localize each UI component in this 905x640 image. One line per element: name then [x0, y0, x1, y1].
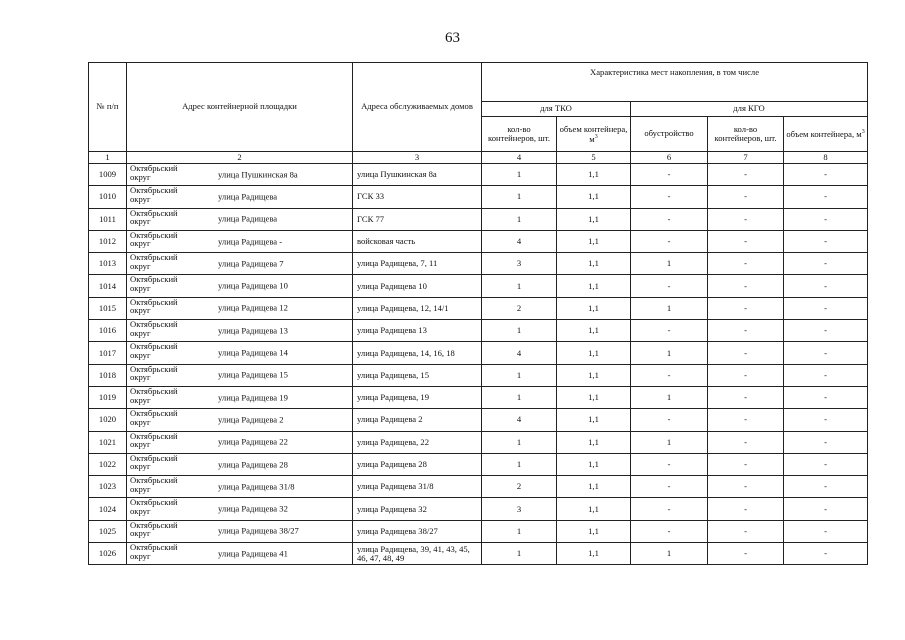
- cell-number: 1009: [89, 164, 127, 186]
- cell-district: Октябрьский округ: [130, 386, 178, 405]
- cell-tko-volume: 1,1: [557, 230, 631, 252]
- cell-kgo-volume: -: [784, 208, 868, 230]
- column-number: 4: [482, 152, 557, 164]
- cell-number: 1023: [89, 476, 127, 498]
- cell-number: 1017: [89, 342, 127, 364]
- cell-number: 1025: [89, 520, 127, 542]
- cell-tko-count: 1: [482, 431, 557, 453]
- cell-district: Октябрьский округ: [130, 274, 178, 294]
- cell-number: 1026: [89, 543, 127, 565]
- header-col-site: Адрес контейнерной площадки: [127, 63, 353, 152]
- table-row: [89, 498, 868, 520]
- cell-served-houses: улица Радищева 2: [353, 409, 482, 431]
- cell-served-houses: улица Радищева 10: [353, 275, 482, 297]
- cell-district: Октябрьский округ: [130, 319, 178, 338]
- cell-kgo-volume: -: [784, 320, 868, 342]
- cell-site-address: [127, 386, 353, 408]
- header-kgo-volume-text: объем контейнера, м: [786, 128, 862, 139]
- cell-number: 1022: [89, 453, 127, 475]
- table-row: [89, 543, 868, 565]
- table-row: [89, 230, 868, 252]
- cell-district: Октябрьский округ: [130, 185, 178, 204]
- cell-kgo-count: -: [708, 386, 784, 408]
- table-row: [89, 431, 868, 453]
- table-row: [89, 386, 868, 408]
- cell-street: улица Радищева 13: [218, 325, 288, 336]
- cell-site-address: [127, 320, 353, 342]
- cell-served-houses: улица Радищева, 7, 11: [353, 253, 482, 275]
- table-row: [89, 364, 868, 386]
- cell-served-houses: улица Радищева 32: [353, 498, 482, 520]
- cell-site-address: [127, 297, 353, 319]
- cell-tko-volume: 1,1: [557, 342, 631, 364]
- cell-tko-count: 1: [482, 543, 557, 565]
- cell-district: Октябрьский округ: [130, 208, 178, 227]
- cell-street: улица Радищева 14: [218, 347, 288, 358]
- table-row: [89, 476, 868, 498]
- cell-tko-count: 1: [482, 453, 557, 475]
- cell-number: 1015: [89, 297, 127, 319]
- cell-served-houses: улица Радищева 28: [353, 453, 482, 475]
- cell-district: Октябрьский округ: [130, 297, 178, 316]
- cell-site-address: [127, 453, 353, 475]
- cell-arrangement: -: [631, 476, 708, 498]
- table-row: [89, 186, 868, 208]
- cell-site-address: [127, 342, 353, 364]
- cell-kgo-count: -: [708, 520, 784, 542]
- cell-arrangement: -: [631, 164, 708, 186]
- cell-number: 1014: [89, 275, 127, 297]
- cell-arrangement: -: [631, 498, 708, 520]
- cell-tko-count: 1: [482, 208, 557, 230]
- cell-number: 1011: [89, 208, 127, 230]
- cell-tko-volume: 1,1: [557, 164, 631, 186]
- cell-kgo-volume: -: [784, 253, 868, 275]
- table-row: [89, 297, 868, 319]
- cell-street: улица Радищева: [218, 213, 278, 224]
- cell-arrangement: 1: [631, 297, 708, 319]
- cell-kgo-count: -: [708, 476, 784, 498]
- cell-district: Октябрьский округ: [130, 252, 178, 271]
- cell-number: 1019: [89, 386, 127, 408]
- cell-site-address: [127, 498, 353, 520]
- header-col-num: № п/п: [89, 63, 127, 152]
- cell-tko-count: 1: [482, 320, 557, 342]
- cell-served-houses: улица Пушкинская 8а: [353, 164, 482, 186]
- cell-kgo-volume: -: [784, 275, 868, 297]
- cell-served-houses: улица Радищева 13: [353, 320, 482, 342]
- cell-tko-count: 1: [482, 164, 557, 186]
- cell-tko-count: 4: [482, 230, 557, 252]
- table-row: [89, 520, 868, 542]
- cell-kgo-count: -: [708, 275, 784, 297]
- cell-kgo-volume: -: [784, 453, 868, 475]
- cell-tko-volume: 1,1: [557, 431, 631, 453]
- cell-street: улица Радищева 38/27: [218, 525, 299, 536]
- table-row: [89, 208, 868, 230]
- column-number: 6: [631, 152, 708, 164]
- header-kgo-volume: [784, 117, 868, 152]
- cell-served-houses: улица Радищева 31/8: [353, 476, 482, 498]
- cell-served-houses: улица Радищева, 19: [353, 386, 482, 408]
- cell-tko-count: 3: [482, 253, 557, 275]
- cell-kgo-volume: -: [784, 520, 868, 542]
- cell-number: 1016: [89, 320, 127, 342]
- cell-district: Октябрьский округ: [130, 520, 178, 539]
- cell-kgo-count: -: [708, 186, 784, 208]
- cell-street: улица Радищева 31/8: [218, 481, 295, 492]
- table-body: [89, 164, 868, 565]
- cell-served-houses: улица Радищева, 15: [353, 364, 482, 386]
- cell-street: улица Радищева 19: [218, 392, 288, 403]
- header-group-kgo: для КГО: [631, 102, 868, 117]
- cell-served-houses: улица Радищева, 22: [353, 431, 482, 453]
- cell-arrangement: 1: [631, 253, 708, 275]
- cell-site-address: [127, 230, 353, 252]
- cell-number: 1018: [89, 364, 127, 386]
- page-number: 63: [445, 30, 460, 46]
- cell-kgo-volume: -: [784, 543, 868, 565]
- cell-tko-volume: 1,1: [557, 208, 631, 230]
- cell-number: 1012: [89, 230, 127, 252]
- cell-tko-count: 3: [482, 498, 557, 520]
- cell-kgo-count: -: [708, 431, 784, 453]
- column-number: 1: [89, 152, 127, 164]
- cell-served-houses: войсковая часть: [353, 230, 482, 252]
- cell-arrangement: 1: [631, 386, 708, 408]
- header-tko-volume-text: объем контейнера, м: [559, 123, 628, 144]
- cell-street: улица Радищева 15: [218, 369, 288, 380]
- cell-street: улица Радищева 22: [218, 436, 288, 447]
- cell-number: 1010: [89, 186, 127, 208]
- cell-tko-count: 1: [482, 386, 557, 408]
- header-characteristics: Характеристика мест накопления, в том числе: [482, 63, 868, 102]
- cell-kgo-volume: -: [784, 386, 868, 408]
- cell-site-address: [127, 186, 353, 208]
- cell-district: Октябрьский округ: [130, 341, 178, 360]
- cell-tko-volume: 1,1: [557, 320, 631, 342]
- cell-arrangement: 1: [631, 431, 708, 453]
- cell-tko-count: 4: [482, 342, 557, 364]
- cell-tko-count: 1: [482, 275, 557, 297]
- cell-number: 1020: [89, 409, 127, 431]
- cell-kgo-volume: -: [784, 230, 868, 252]
- header-column-numbers: [89, 152, 868, 164]
- table-row: [89, 320, 868, 342]
- header-tko-volume: [557, 117, 631, 152]
- cell-street: улица Радищева 2: [218, 414, 284, 425]
- header-arrangement: обустройство: [631, 117, 708, 152]
- container-sites-table: [88, 62, 868, 565]
- cell-served-houses: улица Радищева, 39, 41, 43, 45, 46, 47, 48, 49: [353, 543, 482, 565]
- cell-kgo-volume: -: [784, 476, 868, 498]
- cell-district: Октябрьский округ: [130, 230, 178, 249]
- cell-tko-volume: 1,1: [557, 453, 631, 475]
- cell-tko-volume: 1,1: [557, 476, 631, 498]
- cell-street: улица Радищева: [218, 191, 278, 202]
- cell-tko-count: 2: [482, 297, 557, 319]
- cell-street: улица Радищева 10: [218, 280, 288, 291]
- cell-kgo-count: -: [708, 253, 784, 275]
- cell-district: Октябрьский округ: [130, 163, 178, 182]
- cell-street: улица Пушкинская 8а: [218, 169, 298, 180]
- cell-street: улица Радищева 28: [218, 458, 288, 469]
- cell-tko-volume: 1,1: [557, 543, 631, 565]
- cell-site-address: [127, 164, 353, 186]
- cell-site-address: [127, 364, 353, 386]
- cell-arrangement: -: [631, 320, 708, 342]
- cell-served-houses: улица Радищева, 14, 16, 18: [353, 342, 482, 364]
- cell-kgo-count: -: [708, 230, 784, 252]
- cell-tko-count: 1: [482, 520, 557, 542]
- cell-kgo-count: -: [708, 320, 784, 342]
- cell-tko-count: 2: [482, 476, 557, 498]
- cell-tko-volume: 1,1: [557, 498, 631, 520]
- cell-kgo-count: -: [708, 498, 784, 520]
- cell-kgo-volume: -: [784, 186, 868, 208]
- table-row: [89, 453, 868, 475]
- cell-site-address: [127, 275, 353, 297]
- cell-kgo-volume: -: [784, 364, 868, 386]
- table-row: [89, 275, 868, 297]
- cell-site-address: [127, 431, 353, 453]
- table-row: [89, 342, 868, 364]
- header-kgo-volume-sup: 3: [861, 129, 865, 136]
- cell-arrangement: 1: [631, 543, 708, 565]
- cell-tko-count: 1: [482, 364, 557, 386]
- cell-number: 1021: [89, 431, 127, 453]
- cell-kgo-volume: -: [784, 409, 868, 431]
- cell-arrangement: -: [631, 275, 708, 297]
- cell-tko-count: 4: [482, 409, 557, 431]
- cell-street: улица Радищева 7: [218, 258, 284, 269]
- header-group-tko: для ТКО: [482, 102, 631, 117]
- cell-site-address: [127, 409, 353, 431]
- cell-arrangement: 1: [631, 342, 708, 364]
- column-number: 7: [708, 152, 784, 164]
- table-header: [89, 63, 868, 164]
- cell-district: Октябрьский округ: [130, 431, 178, 450]
- column-number: 3: [353, 152, 482, 164]
- cell-served-houses: улица Радищева 38/27: [353, 520, 482, 542]
- cell-street: улица Радищева 32: [218, 503, 288, 514]
- cell-arrangement: -: [631, 186, 708, 208]
- cell-arrangement: -: [631, 409, 708, 431]
- cell-district: Октябрьский округ: [130, 364, 178, 383]
- cell-street: улица Радищева 41: [218, 548, 288, 559]
- cell-site-address: [127, 253, 353, 275]
- column-number: 8: [784, 152, 868, 164]
- cell-kgo-count: -: [708, 543, 784, 565]
- cell-site-address: [127, 476, 353, 498]
- cell-arrangement: -: [631, 230, 708, 252]
- cell-district: Октябрьский округ: [130, 408, 178, 427]
- cell-kgo-count: -: [708, 297, 784, 319]
- cell-tko-volume: 1,1: [557, 409, 631, 431]
- column-number: 2: [127, 152, 353, 164]
- cell-street: улица Радищева 12: [218, 302, 288, 313]
- cell-kgo-count: -: [708, 208, 784, 230]
- cell-tko-volume: 1,1: [557, 253, 631, 275]
- cell-number: 1013: [89, 253, 127, 275]
- cell-arrangement: -: [631, 520, 708, 542]
- cell-site-address: [127, 543, 353, 565]
- header-col-served: Адреса обслуживаемых домов: [353, 63, 482, 152]
- column-number: 5: [557, 152, 631, 164]
- cell-tko-volume: 1,1: [557, 520, 631, 542]
- cell-served-houses: ГСК 33: [353, 186, 482, 208]
- table-row: [89, 409, 868, 431]
- cell-kgo-volume: -: [784, 342, 868, 364]
- header-kgo-count: кол-во контейнеров, шт.: [708, 117, 784, 152]
- cell-district: Октябрьский округ: [130, 497, 178, 517]
- cell-kgo-count: -: [708, 453, 784, 475]
- cell-kgo-count: -: [708, 409, 784, 431]
- cell-arrangement: -: [631, 364, 708, 386]
- cell-tko-volume: 1,1: [557, 297, 631, 319]
- cell-district: Октябрьский округ: [130, 542, 178, 561]
- cell-kgo-count: -: [708, 164, 784, 186]
- header-tko-volume-sup: 3: [594, 133, 598, 140]
- cell-site-address: [127, 520, 353, 542]
- cell-tko-volume: 1,1: [557, 364, 631, 386]
- table-row: [89, 253, 868, 275]
- cell-kgo-count: -: [708, 364, 784, 386]
- cell-kgo-volume: -: [784, 431, 868, 453]
- cell-tko-volume: 1,1: [557, 386, 631, 408]
- cell-street: улица Радищева -: [218, 236, 283, 247]
- cell-kgo-count: -: [708, 342, 784, 364]
- cell-arrangement: -: [631, 453, 708, 475]
- cell-site-address: [127, 208, 353, 230]
- cell-kgo-volume: -: [784, 164, 868, 186]
- cell-served-houses: улица Радищева, 12, 14/1: [353, 297, 482, 319]
- cell-tko-volume: 1,1: [557, 186, 631, 208]
- cell-district: Октябрьский округ: [130, 475, 178, 494]
- cell-kgo-volume: -: [784, 297, 868, 319]
- cell-number: 1024: [89, 498, 127, 520]
- table-row: [89, 164, 868, 186]
- cell-tko-count: 1: [482, 186, 557, 208]
- cell-served-houses: ГСК 77: [353, 208, 482, 230]
- cell-kgo-volume: -: [784, 498, 868, 520]
- header-tko-count: кол-во контейнеров, шт.: [482, 117, 557, 152]
- cell-arrangement: -: [631, 208, 708, 230]
- cell-tko-volume: 1,1: [557, 275, 631, 297]
- cell-district: Октябрьский округ: [130, 453, 178, 472]
